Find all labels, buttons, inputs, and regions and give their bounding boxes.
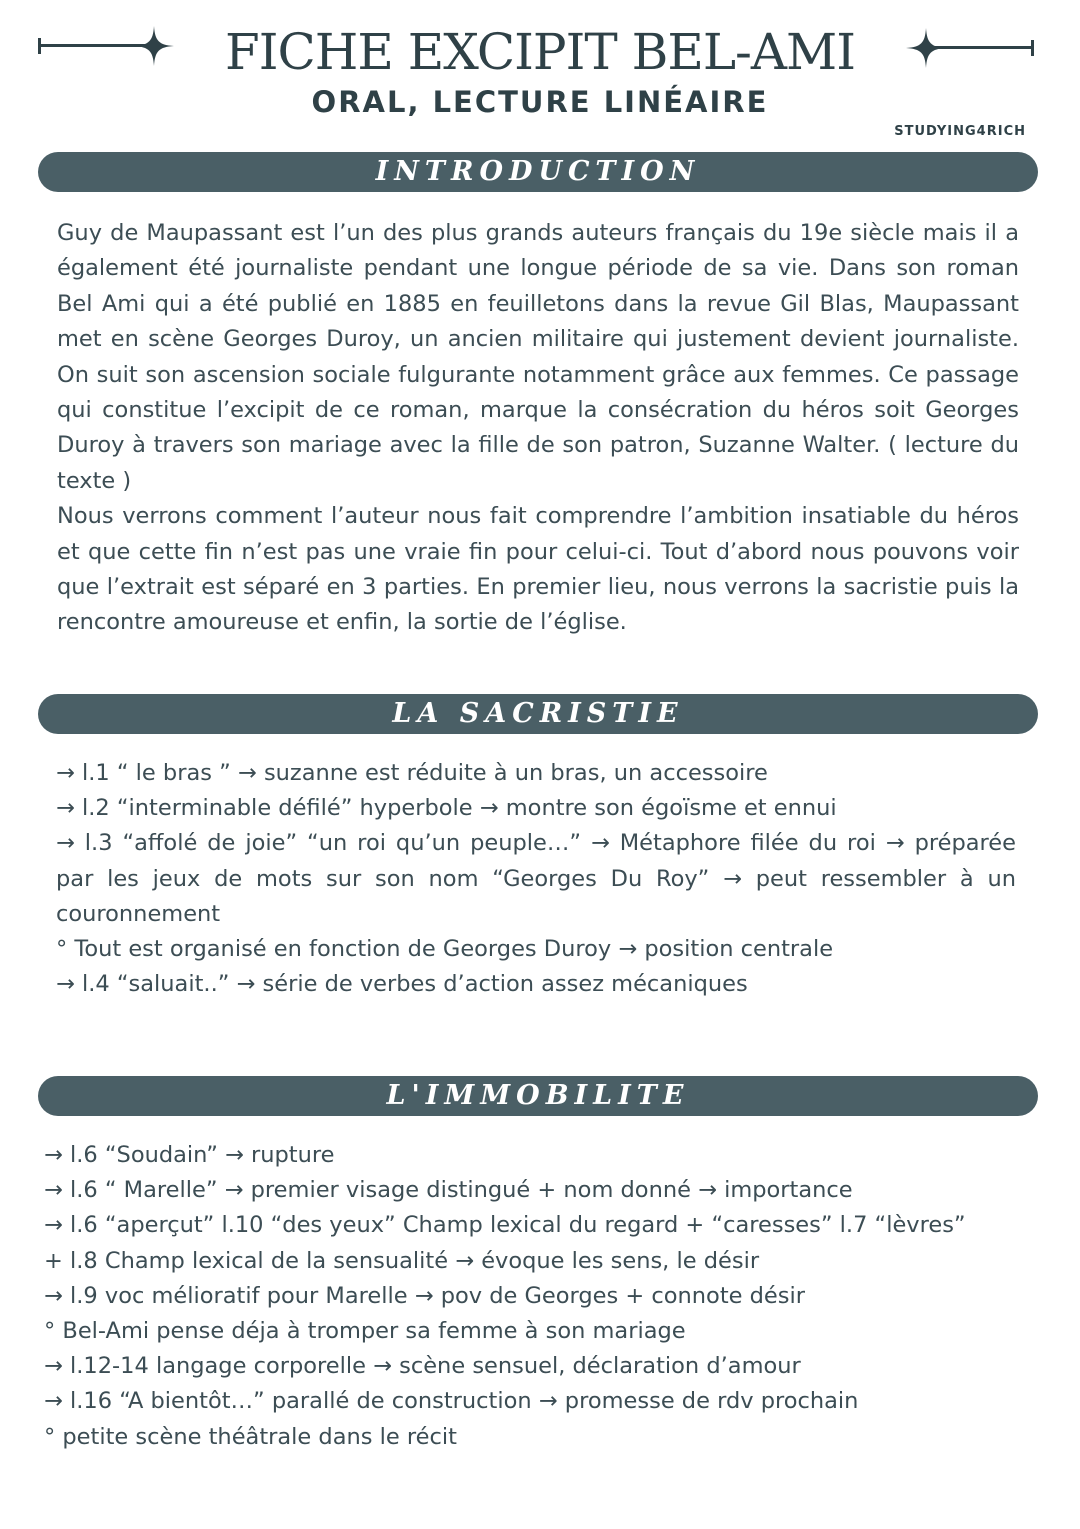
list-item: → l.6 “aperçut” l.10 “des yeux” Champ lexical du regard + “caresses” l.7 “lèvres” xyxy=(44,1212,966,1239)
list-item: → l.3 “affolé de joie” “un roi qu’un peuple…” → Métaphore filée du roi → préparée par les jeux de mots sur son nom “Georges Du Roy” → peut ressembler à un couronnement xyxy=(56,830,1016,927)
section-header-introduction xyxy=(38,152,1038,192)
sacristie-notes xyxy=(56,756,1016,1002)
list-item: → l.16 “A bientôt…” parallé de construction → promesse de rdv prochain xyxy=(44,1388,859,1415)
list-item: + l.8 Champ lexical de la sensualité → évoque les sens, le désir xyxy=(44,1247,760,1274)
list-item: ° Bel-Ami pense déja à tromper sa femme à son mariage xyxy=(44,1318,686,1345)
list-item: → l.6 “Soudain” → rupture xyxy=(44,1142,335,1168)
list-item: ° Tout est organisé en fonction de Georges Duroy → position centrale xyxy=(56,936,834,963)
introduction-paragraph: Nous verrons comment l’auteur nous fait comprendre l’ambition insatiable du héros et que cette fin n’est pas une vraie fin pour celui-ci. Tout d’abord nous pouvons voir que l’extrait est séparé en 3 parties. En premier lieu, nous verrons la sacristie puis la rencontre amoureuse et enfin, la sortie de l’église. xyxy=(57,503,1019,636)
author-signature: STUDYING4RICH xyxy=(894,124,1026,139)
section-title-introduction: INTRODUCTION xyxy=(375,156,701,187)
page-subtitle: ORAL, LECTURE LINÉAIRE xyxy=(311,85,769,119)
section-header-sacristie xyxy=(38,694,1038,734)
list-item: → l.6 “ Marelle” → premier visage distingué + nom donné → importance xyxy=(44,1177,853,1204)
list-item: → l.12-14 langage corporelle → scène sensuel, déclaration d’amour xyxy=(44,1353,801,1380)
list-item: → l.9 voc mélioratif pour Marelle → pov de Georges + connote désir xyxy=(44,1282,805,1309)
introduction-paragraph: Guy de Maupassant est l’un des plus grands auteurs français du 19e siècle mais il a également été journaliste pendant une longue période de sa vie. Dans son roman Bel Ami qui a été publié en 1885 en feuilletons dans la revue Gil Blas, Maupassant met en scène Georges Duroy, un ancien militaire qui justement devient journaliste. On suit son ascension sociale fulgurante notamment grâce aux femmes. Ce passage qui constitue l’excipit de ce roman, marque la consécration du héros soit Georges Duroy à travers son mariage avec la fille de son patron, Suzanne Walter. ( lecture du texte ) xyxy=(57,220,1019,494)
page-title: FICHE EXCIPIT BEL-AMI xyxy=(225,23,855,81)
immobilite-notes xyxy=(44,1138,1034,1455)
list-item: → l.1 “ le bras ” → suzanne est réduite à un bras, un accessoire xyxy=(56,760,768,786)
list-item: → l.2 “interminable défilé” hyperbole → montre son égoïsme et ennui xyxy=(56,795,837,822)
section-header-immobilite xyxy=(38,1076,1038,1116)
list-item: → l.4 “saluait..” → série de verbes d’action assez mécaniques xyxy=(56,971,748,998)
section-title-immobilite: L'IMMOBILITE xyxy=(386,1080,690,1111)
introduction-text xyxy=(57,216,1019,641)
section-title-sacristie: LA SACRISTIE xyxy=(392,698,684,729)
list-item: ° petite scène théâtrale dans le récit xyxy=(44,1423,457,1450)
